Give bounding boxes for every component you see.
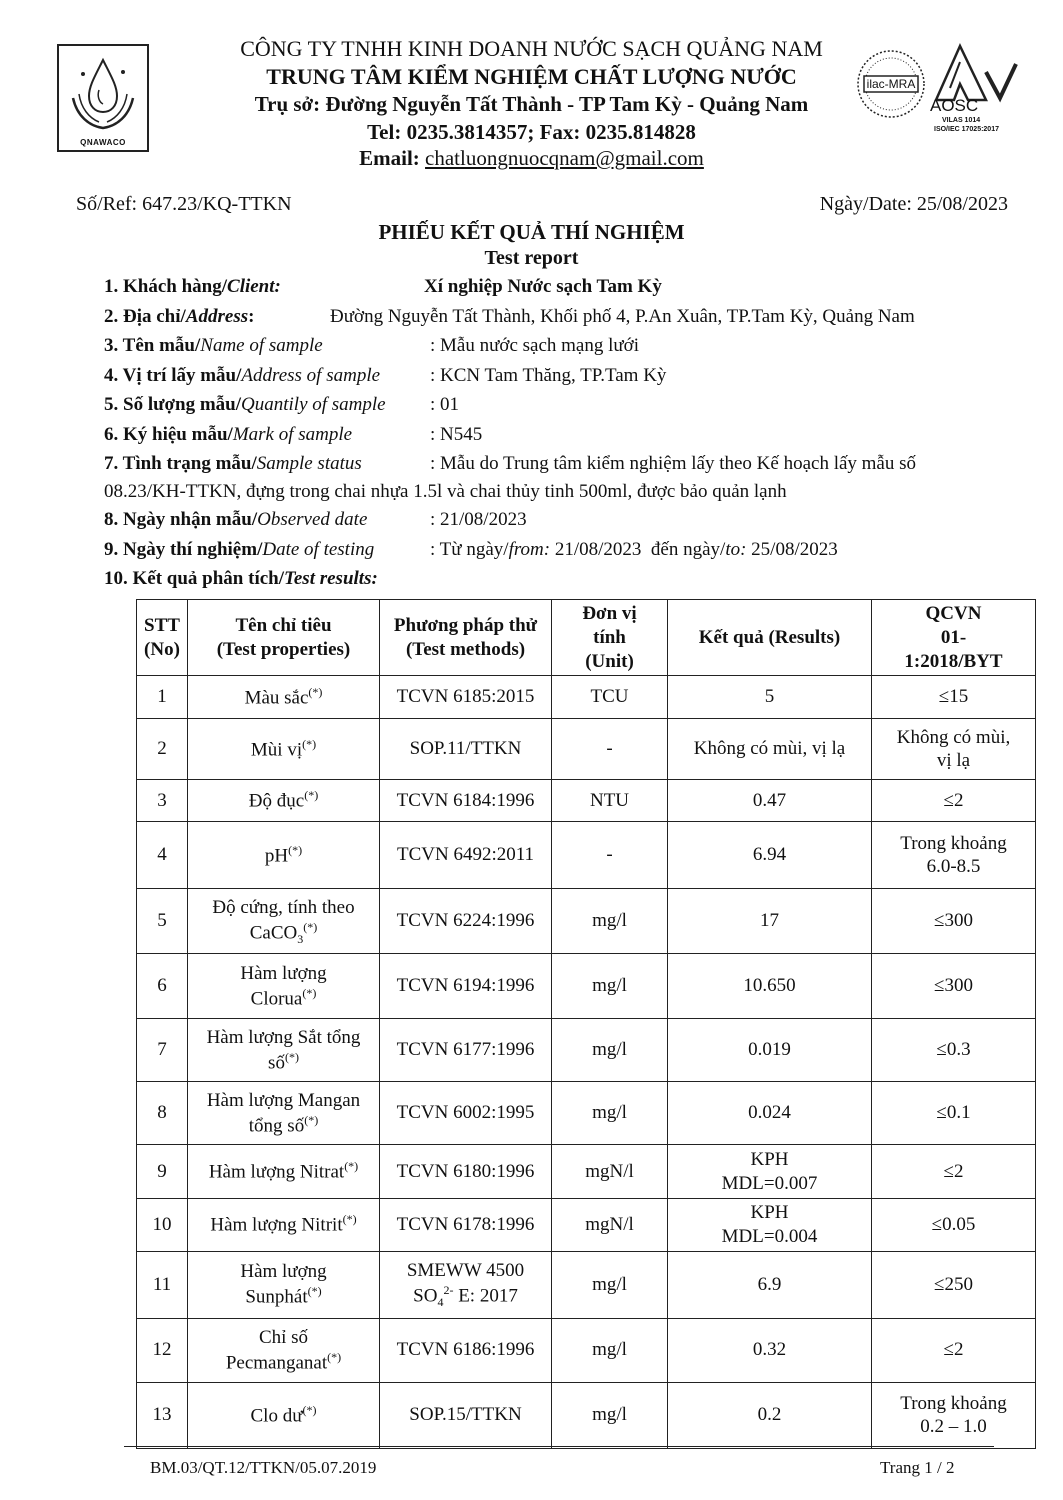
sample-status-label: 7. Tình trạng mẫu/Sample status [104, 453, 362, 474]
table-row: 5 Độ cứng, tính theo CaCO$_3$(*) TCVN 6224:1996 mg/l 17 ≤300 [137, 889, 1036, 954]
sample-mark-value: : N545 [430, 424, 483, 445]
company-name: CÔNG TY TNHH KINH DOANH NƯỚC SẠCH QUẢNG NAM [240, 36, 823, 61]
ilac-mra-logo [854, 44, 928, 124]
col-header-unit: Đơn vị tính (Unit) [552, 600, 668, 676]
results-table [136, 599, 1036, 1449]
col-header-property: Tên chỉ tiêu (Test properties) [188, 600, 380, 676]
table-row: 8 Hàm lượng Mangan tổng số(*) TCVN 6002:1995 mg/l 0.024 ≤0.1 [137, 1082, 1036, 1145]
sample-name-value: : Mẫu nước sạch mạng lưới [430, 335, 640, 356]
testing-date-label: 9. Ngày thí nghiệm/Date of testing [104, 539, 375, 560]
table-row: 6 Hàm lượng Clorua(*) TCVN 6194:1996 mg/l 10.650 ≤300 [137, 954, 1036, 1019]
property-cell: Hàm lượng Nitrit(*) [188, 1199, 380, 1252]
col-header-qcvn: QCVN 01- 1:2018/BYT [872, 600, 1036, 676]
client-value: Xí nghiệp Nước sạch Tam Kỳ [424, 276, 662, 297]
table-row: 12 Chỉ số Pecmanganat(*) TCVN 6186:1996 mg/l 0.32 ≤2 [137, 1318, 1036, 1382]
observed-date-value: : 21/08/2023 [430, 509, 527, 530]
property-cell: Chỉ số Pecmanganat(*) [188, 1318, 380, 1382]
table-row: 7 Hàm lượng Sắt tổng số(*) TCVN 6177:1996 mg/l 0.019 ≤0.3 [137, 1019, 1036, 1082]
property-cell: Clo dư(*) [188, 1382, 380, 1448]
report-date: Ngày/Date: 25/08/2023 [819, 193, 1008, 215]
aosc-logo [930, 42, 1020, 142]
table-row: 2 Mùi vị(*) SOP.11/TTKN - Không có mùi, vị lạ Không có mùi, vị lạ [137, 719, 1036, 780]
sample-mark-label: 6. Ký hiệu mẫu/Mark of sample [104, 424, 353, 445]
email-label: Email: [359, 146, 420, 170]
form-code: BM.03/QT.12/TTKN/05.07.2019 [150, 1458, 377, 1477]
observed-date-label: 8. Ngày nhận mẫu/Observed date [104, 509, 368, 530]
footer-divider [124, 1446, 994, 1447]
sample-location-label: 4. Vị trí lấy mẫu/Address of sample [104, 365, 381, 386]
report-title: PHIẾU KẾT QUẢ THÍ NGHIỆM [378, 220, 685, 244]
sample-quantity-label: 5. Số lượng mẫu/Quantily of sample [104, 394, 386, 415]
address-label: 2. Địa chỉ/Address: [104, 306, 255, 327]
table-row: 9 Hàm lượng Nitrat(*) TCVN 6180:1996 mgN/l KPH MDL=0.007 ≤2 [137, 1145, 1036, 1199]
property-cell: Hàm lượng Nitrat(*) [188, 1145, 380, 1199]
iso-standard: ISO/IEC 17025:2017 [934, 126, 999, 133]
head-office-address: Trụ sở: Đường Nguyễn Tất Thành - TP Tam Kỳ - Quảng Nam [254, 92, 809, 116]
contact-email [0, 146, 1063, 171]
aosc-text: AOSC [930, 96, 979, 115]
center-name: TRUNG TÂM KIỂM NGHIỆM CHẤT LƯỢNG NƯỚC [266, 64, 797, 89]
table-row: 10 Hàm lượng Nitrit(*) TCVN 6178:1996 mgN/l KPH MDL=0.004 ≤0.05 [137, 1199, 1036, 1252]
property-cell: Hàm lượng Sunphát(*) [188, 1251, 380, 1318]
property-cell: Hàm lượng Sắt tổng số(*) [188, 1019, 380, 1082]
table-row: 3 Độ đục(*) TCVN 6184:1996 NTU 0.47 ≤2 [137, 780, 1036, 822]
col-header-no: STT (No) [137, 600, 188, 676]
table-header-row [137, 600, 1036, 676]
col-header-result: Kết quả (Results) [668, 600, 872, 676]
address-value: Đường Nguyễn Tất Thành, Khối phố 4, P.An Xuân, TP.Tam Kỳ, Quảng Nam [330, 306, 915, 327]
property-cell: Độ cứng, tính theo CaCO$_3$(*) [188, 889, 380, 954]
email-link[interactable]: chatluongnuocqnam@gmail.com [425, 146, 704, 170]
contact-phone: Tel: 0235.3814357; Fax: 0235.814828 [367, 120, 696, 144]
sample-status-value-2: 08.23/KH-TTKN, đựng trong chai nhựa 1.5l và chai thủy tinh 500ml, được bảo quản lạnh [104, 481, 787, 502]
property-cell: Mùi vị(*) [188, 719, 380, 780]
table-row: 1 Màu sắc(*) TCVN 6185:2015 TCU 5 ≤15 [137, 676, 1036, 719]
property-cell: Hàm lượng Mangan tổng số(*) [188, 1082, 380, 1145]
property-cell: Màu sắc(*) [188, 676, 380, 719]
property-cell: Độ đục(*) [188, 780, 380, 822]
table-row: 13 Clo dư(*) SOP.15/TTKN mg/l 0.2 Trong khoảng 0.2 – 1.0 [137, 1382, 1036, 1448]
test-results-label: 10. Kết quả phân tích/Test results: [104, 568, 378, 589]
sample-name-label: 3. Tên mẫu/Name of sample [104, 335, 323, 356]
report-subtitle: Test report [484, 247, 579, 269]
logo-label: QNAWACO [80, 138, 126, 147]
reference-number: Số/Ref: 647.23/KQ-TTKN [76, 193, 292, 215]
table-row: 11 Hàm lượng Sunphát(*) SMEWW 4500 $SO_4^{2-}$ E: 2017 mg/l 6.9 ≤250 [137, 1251, 1036, 1318]
method-cell: SMEWW 4500 $SO_4^{2-}$ E: 2017 [380, 1251, 552, 1318]
sample-quantity-value: : 01 [430, 394, 460, 415]
page-number: Trang 1 / 2 [880, 1458, 955, 1477]
sample-status-value-1: : Mẫu do Trung tâm kiểm nghiệm lấy theo Kế hoạch lấy mẫu số [430, 453, 917, 474]
client-label: 1. Khách hàng/Client: [104, 276, 281, 297]
ilac-mra-text: ilac-MRA [866, 77, 916, 91]
sample-location-value: : KCN Tam Thăng, TP.Tam Kỳ [430, 365, 667, 386]
property-cell: Hàm lượng Clorua(*) [188, 954, 380, 1019]
col-header-method: Phương pháp thử (Test methods) [380, 600, 552, 676]
vilas-code: VILAS 1014 [942, 117, 981, 124]
property-cell: pH(*) [188, 822, 380, 889]
testing-date-value: : Từ ngày/from: 21/08/2023 đến ngày/to: 25/08/2023 [430, 539, 838, 560]
table-row: 4 pH(*) TCVN 6492:2011 - 6.94 Trong khoảng 6.0-8.5 [137, 822, 1036, 889]
